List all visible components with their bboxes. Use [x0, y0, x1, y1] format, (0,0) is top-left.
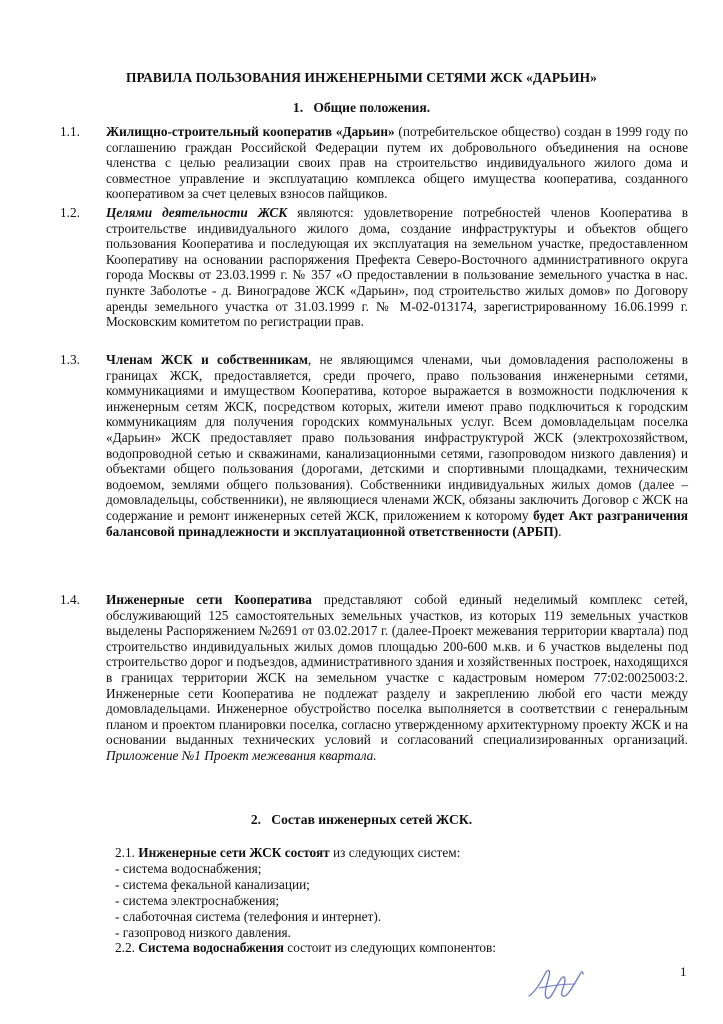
clause-number: 1.1. — [60, 124, 80, 139]
list-item: - слаботочная система (телефония и интернет). — [115, 908, 382, 924]
clause-lead: Инженерные сети ЖСК состоят — [138, 845, 330, 860]
clause-2-1 — [115, 845, 695, 861]
section-1-title: Общие положения. — [313, 100, 431, 115]
clause-lead: Жилищно-строительный кооператив «Дарьин» — [106, 124, 395, 139]
clause-1-2 — [60, 205, 688, 330]
clause-number: 1.3. — [60, 352, 80, 367]
section-2-heading — [0, 812, 723, 828]
signature — [525, 962, 587, 1006]
list-item: - система электроснабжения; — [115, 892, 280, 908]
appendix-reference: Приложение №1 Проект межевания квартала. — [106, 747, 377, 763]
clause-number: 2.1. — [115, 845, 135, 860]
clause-text: из следующих систем: — [329, 845, 461, 860]
clause-2-2 — [115, 940, 695, 956]
clause-1-3 — [60, 352, 688, 539]
clause-bold-tail: будет Акт разграничения балансовой принадлежности и эксплуатационной ответственности (АРБП) — [106, 507, 688, 539]
section-1-number: 1. — [292, 100, 304, 115]
clause-lead: Членам ЖСК и собственникам — [106, 352, 308, 367]
clause-text: состоит из следующих компонентов: — [283, 940, 496, 956]
section-1-heading — [0, 100, 723, 116]
clause-text: , не являющимся членами, чьи домовладения расположены в границах ЖСК, предоставляется, среди прочего, право пользования инженерными сетями, коммуникациями и имуществом Кооператива, которое выражается в возможности подключения к инженерным сетям ЖСК, посредством которых, жители имеют право подключиться к городским коммуникациям для получения городских коммунальных услуг. Всем домовладельцам поселка «Дарьин» ЖСК предоставляет право пользования инфраструктурой ЖСК (электрохозяйством, водопроводной сетью и скважинами, канализационными сетями, газопроводом низкого давления) и объектами общего пользования (дорогами, детскими и спортивными площадками, техническим водоемом, землями общего пользования). Собственники индивидуальных жилых домов (далее – домовладельцы, собственники), не являющиеся членами ЖСК, обязаны заключить Договор с ЖСК на содержание и ремонт инженерных сетей ЖСК, приложением к которому — [106, 352, 688, 523]
clause-number: 1.2. — [60, 205, 80, 220]
clause-number: 2.2. — [115, 940, 135, 956]
list-item: - система водоснабжения; — [115, 860, 262, 876]
clause-1-1 — [60, 124, 688, 202]
clause-lead: Инженерные сети Кооператива — [106, 592, 312, 607]
systems-list — [115, 845, 695, 956]
clause-text: представляют собой единый неделимый комплекс сетей, обслуживающий 125 самостоятельных земельных участков, из которых 119 земельных участков выделены Распоряжением №2691 от 03.02.2017 г. (далее-Проект межевания территории квартала) под строительство индивидуальных жилых домов площадью 200-600 м.кв. и 6 участков выделены под строительство дорог и подъездов, административного здания и хозяйственных построек, находящихся в границах территории ЖСК на земельном участке с кадастровым номером 77:02:0025003:2. Инженерные сети Кооператива не подлежат разделу и закреплению любой его части между домовладельцами. Инженерное обустройство поселка выполняется в соответствии с генеральным планом и проектом планировки поселка, согласно утвержденному архитектурному проекту ЖСК и на основании выданных технических условий и согласований специализированных организаций. — [106, 592, 688, 748]
list-item: - газопровод низкого давления. — [115, 924, 291, 940]
clause-lead: Система водоснабжения — [138, 940, 284, 956]
clause-lead: Целями деятельности ЖСК — [106, 205, 288, 220]
clause-1-4 — [60, 592, 688, 764]
section-2-title: Состав инженерных сетей ЖСК. — [271, 812, 473, 827]
page-number: 1 — [680, 964, 687, 979]
clause-text: являются: удовлетворение потребностей членов Кооператива в строительстве индивидуального жилого дома, создание инфраструктуры и объектов общего пользования Кооператива и последующая их эксплуатация на земельном участке, предоставленном Кооперативу на основании распоряжения Префекта Северо-Восточного административного округа города Москвы от 23.03.1999 г. № 357 «О предоставлении в пользование земельного участка в нас. пункте Заболотье - д. Виноградове ЖСК «Дарьин», под строительство жилых домов» по Договору аренды земельного участка от 31.03.1999 г. № М-02-013174, зарегистрированному 16.06.1999 г. Московским комитетом по регистрации прав. — [106, 205, 688, 330]
clause-number: 1.4. — [60, 592, 80, 607]
clause-end: . — [558, 523, 562, 539]
section-2-number: 2. — [250, 812, 262, 827]
document-title: ПРАВИЛА ПОЛЬЗОВАНИЯ ИНЖЕНЕРНЫМИ СЕТЯМИ ЖСК «ДАРЬИН» — [126, 70, 597, 85]
clause-text: (потребительское общество) создан в 1999 году по соглашению граждан Российской Федерации путем их добровольного объединения на основе членства с целью реализации своих прав на строительство индивидуального жилого дома и совместное управление и эксплуатацию комплекса общего имущества кооператива, созданного кооперативом за счет целевых взносов пайщиков. — [106, 124, 689, 202]
list-item: - система фекальной канализации; — [115, 876, 310, 892]
